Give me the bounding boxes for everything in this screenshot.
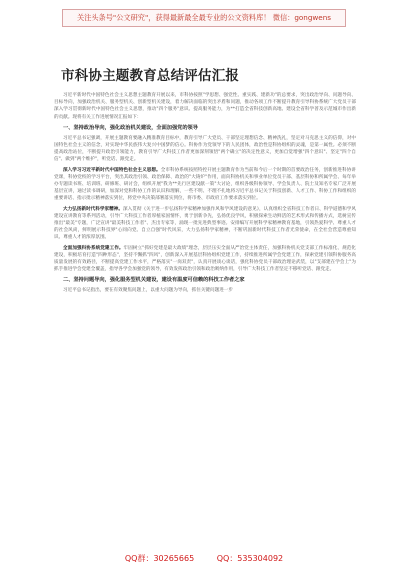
qq-group-label: QQ群：30265665 (124, 554, 195, 563)
contact-footer (0, 553, 408, 564)
paragraph-lead: 全面加强科协系统党建工作。 (63, 245, 124, 251)
section-heading: 二、坚持问题导向，强化服务型机关建设，建设有温度可信赖的科技工作者之家 (63, 277, 245, 284)
document-title: 市科协主题教育总结评估汇报 (61, 68, 240, 84)
body-paragraph: 深入学习习近平新时代中国特色社会主义思想。全市科协系统按照特控开展主题教育作为当前和今后一个时期的首要政治任务，创新推进科协讲党课，科协党校的学习平台，突出其政治引领、政治保障、政治的"大铸炉"作用，面向科协机关和事业单位党员干部、基层科协和所属学会、每年举办专题读书班、培训班、研修班、研讨会，组织开展"我为**先行区建设献一策"大讨论，组织各级科协领导、学会负责人、院士及知名专家广泛开展基层宣讲，通过读书调研，加深对党和科协工作的认识和理解，一些不明、不理不扎地将习近平总书记关于科技创新、人才工作、科协工作和组织的重要讲话、指示批示精神落实到位，将党中央决策部署落实到位，将市委、市政府工作要求落实到位。 (54, 167, 356, 202)
body-paragraph: 大力弘扬新时代科学家精神。深入贯彻《关于进一步弘扬科学家精神加强作风和学风建设的意见》，认真组织全省科技工作者日、科学道德和学风建设宣讲教育等系列活动，引导广大科技工作者厚植家国情怀，勇于创新争先，弘扬优良学风，积极探索生动鲜活的艺术形式和传播方式，选树宣传推出"最美"专题，广泛宣讲"最美科技工作者"、杰出专家等，涌现一批先进典型事迹。安排编写开展科学家精神教育基地，引领热爱科学、尊重人才的社会风尚，鲜明展示科技界"心同向党、自立自强"时代风采，大力弘扬科学家精神，不断巩固新时代科技工作者光荣使命，在全社会营造尊重知识、尊重人才的浓厚氛围。 (54, 206, 356, 241)
body-paragraph: 习近平总书记指出，要在有效聚焦问题上，以重大问题为导向，抓住关键问题进一步 (63, 288, 233, 294)
body-paragraph: 全面加强科协系统党建工作。牢固树立"抓好党建是最大政绩"理念，层层压实全面从严治党主体责任，加强科协机关党支部工作标准化、规范化建设，积极培育打造"四种形态"，坚持不懈抓"四风"，创新深入开展基层科协组织党建工作，持续推进所属学会党建工作，探索党建引领科协服务高质量发展的有效路径，不断提高党建工作水平，严格落实"一岗双责"，认真开展谈心谈话，强化科协党员干部政治理论武装，以"支部建在学会上"为抓手推进学会党建全覆盖，指导各学会加强党的领导，有效发挥政治引领和政治吸纳作用，引导广大科技工作者坚定不移听党话、跟党走。 (54, 245, 356, 273)
body-paragraph: 习近平总书记强调，开展主题教育要融入精准教育目标中，教育引导广大党员、干部坚定理想信念、精神洗礼，坚定对马克思主义的信仰，对中国特色社会主义的信念，对实现中华民族伟大复兴中国梦的信心。科协作为党领导下的人民团体，政治性是科协组织的灵魂，是第一属性。必须不断提高政治站位，不断提升政治引领能力，教育引导广大科技工作者更加深刻领悟"两个确立"的决定性意义，更加自觉增强"四个意识"、坚定"四个自信"、做到"两个维护"，听党话、跟党走。 (54, 135, 356, 163)
paragraph-lead: 大力弘扬新时代科学家精神。 (63, 206, 123, 212)
intro-paragraph: 习近平新时代中国特色社会主义思想主题教育开展以来，市科协按照"学思想、强党性、重实践、建新功"的总要求，突出政治导向、问题导向、目标导向，加强政治机关、服务型机关、创新型机关建设，着力解决面临的突出矛盾和问题，推动各项工作不断提升教育引导科协系统广大党员干部深入学习贯彻新时代中国特色社会主义思想，推动"四个服务"意识、提高服务能力，为**打造全省科技创新高地、建设全省科学普及示范城市作出新的贡献。现将有关工作进展情况汇报如下： (54, 93, 356, 120)
section-heading: 一、坚持政治导向，强化政治机关建设，全面加强党的领导 (63, 124, 198, 131)
header-banner: 关注头条号"公文研究"，获得最新最全最专业的公文资料库！ 微信：gongwens (62, 9, 346, 27)
paragraph-lead: 深入学习习近平新时代中国特色社会主义思想。 (63, 167, 161, 173)
qq-contact-label: QQ：535304092 (216, 554, 284, 563)
document-body (54, 92, 356, 298)
